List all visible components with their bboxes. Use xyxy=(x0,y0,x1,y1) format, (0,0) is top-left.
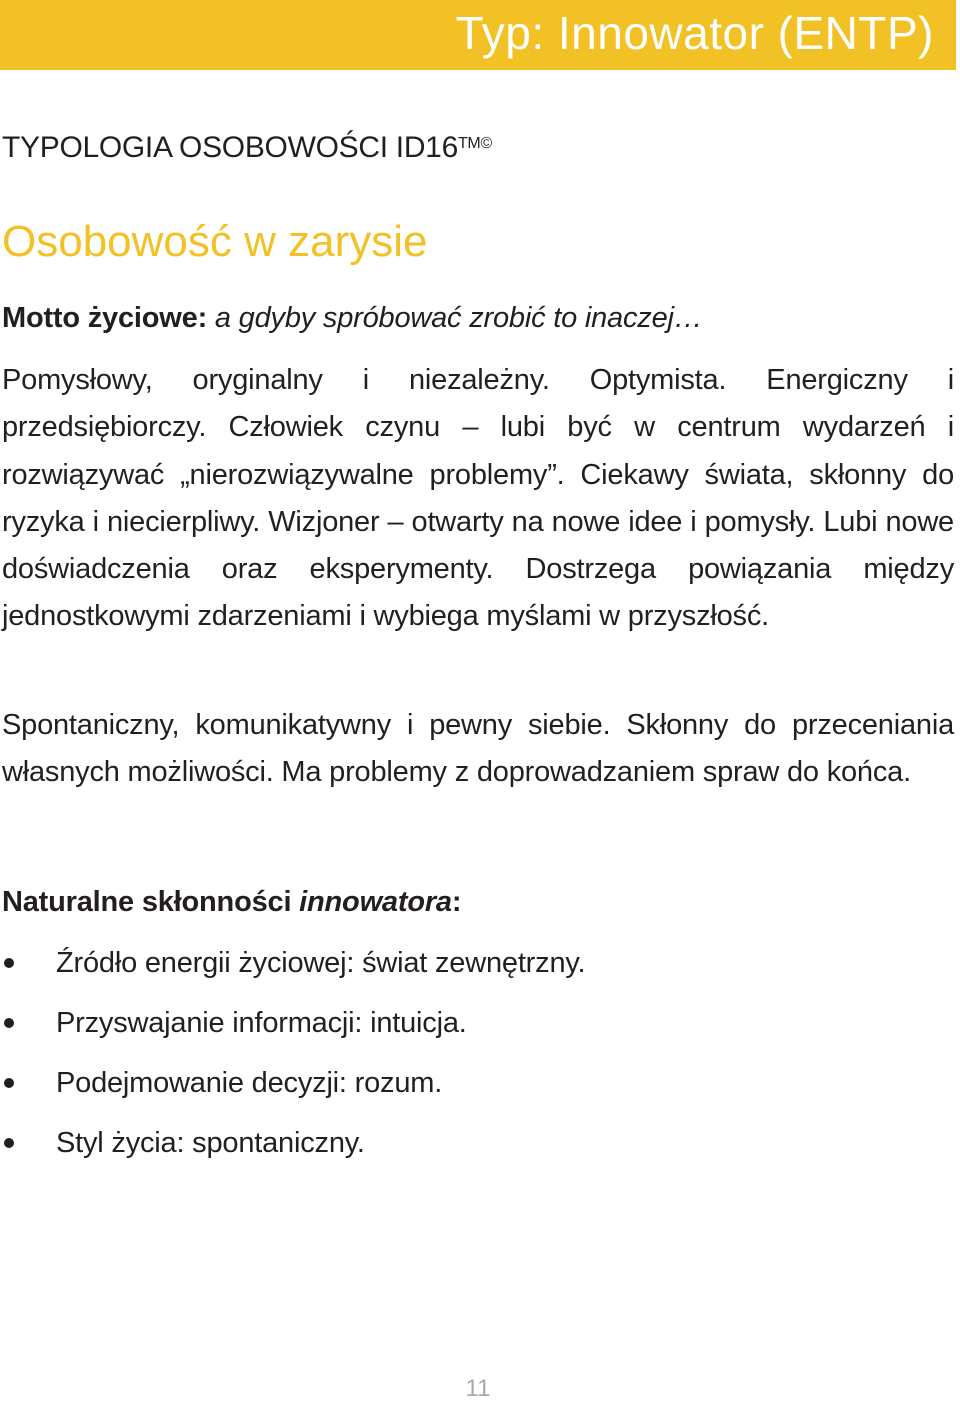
list-item xyxy=(0,941,900,1001)
description-paragraph: Spontaniczny, komunikatywny i pewny siebie. Skłonny do przeceniania własnych możliwości. Ma problemy z doprowadzaniem spraw do końca. xyxy=(2,709,954,789)
page-number: 11 xyxy=(465,1375,491,1402)
section-heading: Osobowość w zarysie xyxy=(2,217,428,266)
section-label-text: TYPOLOGIA OSOBOWOŚCI ID16 xyxy=(2,131,458,164)
tendencies-heading-suffix: : xyxy=(451,886,462,918)
bullet-icon xyxy=(4,1138,14,1148)
motto-label: Motto życiowe: xyxy=(2,302,208,334)
description-paragraph: Pomysłowy, oryginalny i niezależny. Optymista. Energiczny i przedsiębiorczy. Człowiek czynu – lubi być w centrum wydarzeń i rozwiązywać „nierozwiązywalne problemy”. Ciekawy świata, skłonny do ryzyka i niecierpliwy. Wizjoner – otwarty na nowe idee i pomysły. Lubi nowe doświadczenia oraz eksperymenty. Dostrzega powiązania między jednostkowymi zdarzeniami i wybiega myślami w przyszłość. xyxy=(2,364,954,633)
header-bar xyxy=(0,0,956,70)
list-item-text: Podejmowanie decyzji: rozum. xyxy=(56,1067,443,1099)
list-item xyxy=(0,1121,900,1181)
motto xyxy=(2,298,703,338)
list-item-text: Przyswajanie informacji: intuicja. xyxy=(56,1007,467,1039)
tendencies-heading-prefix: Naturalne skłonności xyxy=(2,886,300,918)
section-label xyxy=(2,128,492,168)
list-item-text: Styl życia: spontaniczny. xyxy=(56,1127,365,1159)
list-item xyxy=(0,1001,900,1061)
tendencies-heading xyxy=(2,880,461,924)
list-item xyxy=(0,1061,900,1121)
bullet-icon xyxy=(4,1018,14,1028)
page-type-title: Typ: Innowator (ENTP) xyxy=(455,7,934,59)
tendencies-list xyxy=(0,941,900,1181)
tendencies-heading-emphasis: innowatora xyxy=(299,886,452,918)
trademark-mark: TM© xyxy=(457,135,492,152)
motto-text: a gdyby spróbować zrobić to inaczej… xyxy=(214,302,703,334)
bullet-icon xyxy=(4,1078,14,1088)
list-item-text: Źródło energii życiowej: świat zewnętrzny. xyxy=(56,947,586,979)
bullet-icon xyxy=(4,958,14,968)
